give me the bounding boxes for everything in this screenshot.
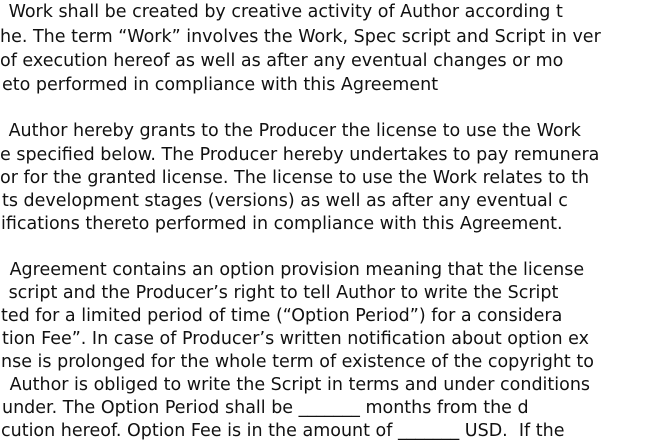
text-line: nse is prolonged for the whole term of existence of the copyright to	[1, 352, 594, 372]
text-line: Author hereby grants to the Producer the license to use the Work	[3, 121, 581, 141]
text-line: tion Fee”. In case of Producer’s written notification about option ex	[2, 329, 590, 349]
text-line: script and the Producer’s right to tell Author to write the Script	[3, 283, 559, 303]
text-line: of execution hereof as well as after any eventual changes or mo	[0, 51, 564, 71]
text-line: ted for a limited period of time (“Option Period”) for a considera	[1, 306, 563, 326]
text-line: Author is obliged to write the Script in terms and under conditions	[4, 375, 591, 395]
text-line: he. The term “Work” involves the Work, Spec script and Script in ver	[0, 27, 601, 47]
text-line: Work shall be created by creative activity of Author according t	[3, 2, 563, 22]
text-line: under. The Option Period shall be _______ months from the d	[2, 398, 529, 418]
text-line: ts development stages (versions) as well as after any eventual c	[2, 191, 568, 211]
text-line: or for the granted license. The license to use the Work relates to th	[0, 168, 590, 188]
text-line: eto performed in compliance with this Agreement	[2, 75, 439, 95]
text-line: ifications thereto performed in compliance with this Agreement.	[1, 214, 563, 234]
text-line: Agreement contains an option provision meaning that the license	[4, 260, 585, 280]
text-line: e specified below. The Producer hereby undertakes to pay remunera	[0, 145, 600, 165]
text-line: cution hereof. Option Fee is in the amount of _______ USD. If the	[1, 421, 565, 440]
